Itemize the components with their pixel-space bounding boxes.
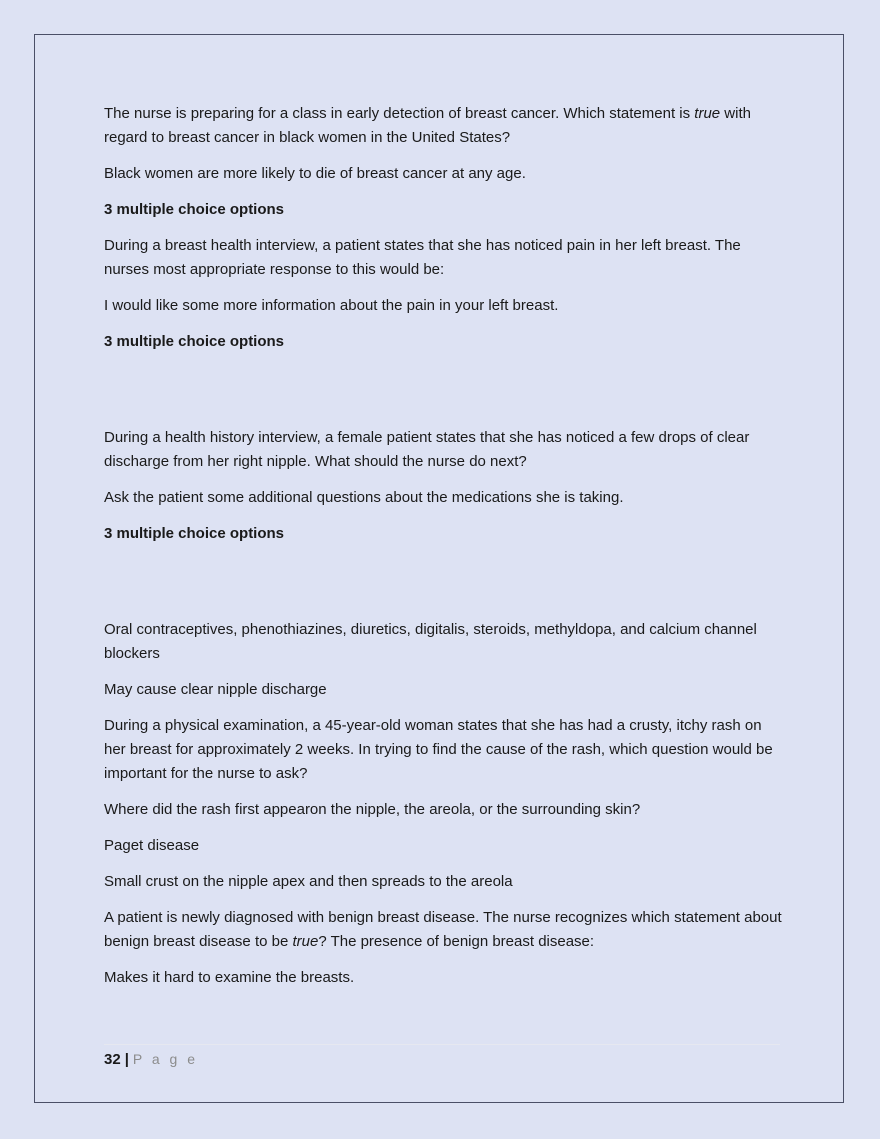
spacer <box>104 558 784 618</box>
term-paget: Paget disease <box>104 837 200 854</box>
footer-separator: | <box>124 1051 129 1068</box>
term-medications: Oral contraceptives, phenothiazines, diuretics, digitalis, steroids, methyldopa, and calcium channel blockers <box>104 621 757 662</box>
definition-paget: Small crust on the nipple apex and then spreads to the areola <box>104 873 513 890</box>
page-label: P a g e <box>132 1051 199 1067</box>
options-note-3: 3 multiple choice options <box>104 525 285 542</box>
question-4: During a physical examination, a 45-year-old woman states that she has had a crusty, itchy rash on her breast for approximately 2 weeks. In trying to find the cause of the rash, which question would be important for the nurse to ask? <box>104 717 773 782</box>
answer-1: Black women are more likely to die of breast cancer at any age. <box>104 165 526 182</box>
page-footer <box>104 1044 780 1072</box>
page-number: 32 <box>104 1051 121 1068</box>
question-1: The nurse is preparing for a class in early detection of breast cancer. Which statement is true with regard to breast cancer in black women in the United States? <box>104 105 751 146</box>
question-2: During a breast health interview, a patient states that she has noticed pain in her left breast. The nurses most appropriate response to this would be: <box>104 237 741 278</box>
definition-medications: May cause clear nipple discharge <box>104 681 327 698</box>
options-note-1: 3 multiple choice options <box>104 201 285 218</box>
answer-5: Makes it hard to examine the breasts. <box>104 969 355 986</box>
spacer <box>104 366 784 426</box>
answer-3: Ask the patient some additional questions about the medications she is taking. <box>104 489 624 506</box>
question-5: A patient is newly diagnosed with benign breast disease. The nurse recognizes which statement about benign breast disease to be true? The presence of benign breast disease: <box>104 909 782 950</box>
answer-4: Where did the rash first appearon the nipple, the areola, or the surrounding skin? <box>104 801 641 818</box>
answer-2: I would like some more information about the pain in your left breast. <box>104 297 559 314</box>
question-3: During a health history interview, a female patient states that she has noticed a few drops of clear discharge from her right nipple. What should the nurse do next? <box>104 429 750 470</box>
document-body <box>104 102 784 1002</box>
options-note-2: 3 multiple choice options <box>104 333 285 350</box>
